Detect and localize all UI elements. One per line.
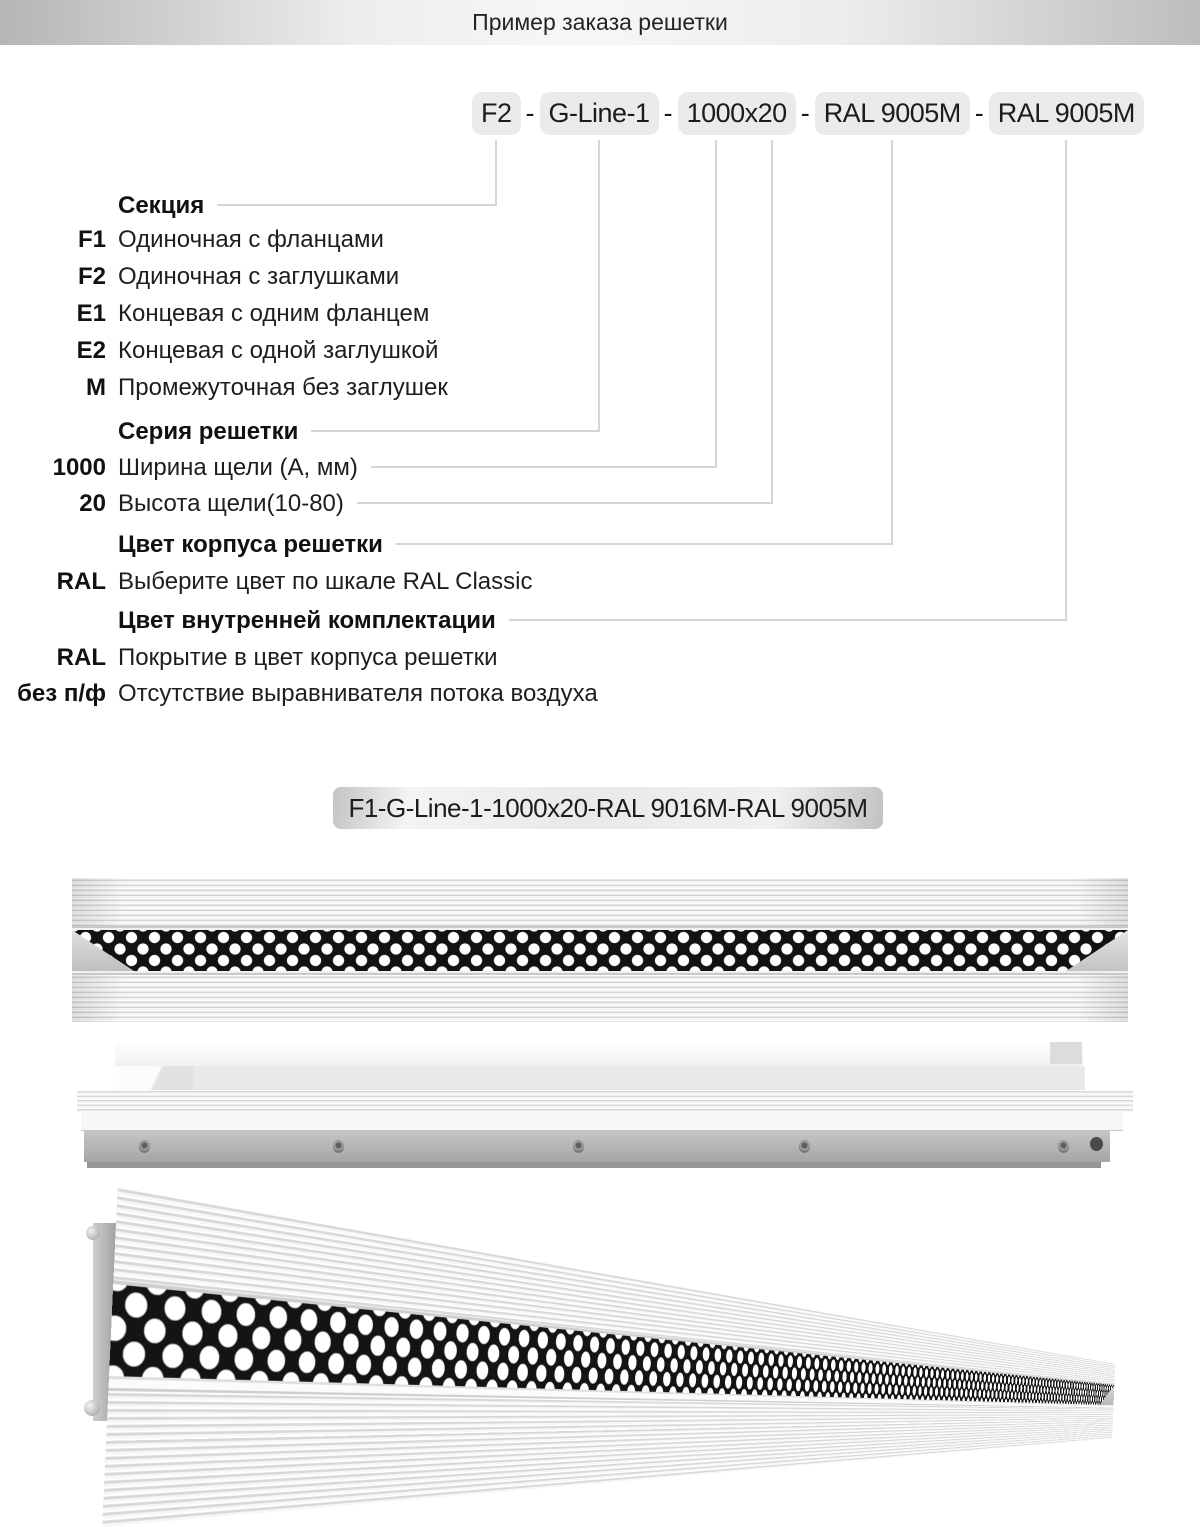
legend-label: Промежуточная без заглушек bbox=[118, 374, 448, 401]
grille-right-end-cap bbox=[1066, 930, 1128, 971]
code-chip-body-color: RAL 9005M bbox=[815, 92, 970, 135]
code-separator: - bbox=[974, 98, 984, 128]
legend-code: M bbox=[86, 374, 106, 401]
legend-row bbox=[0, 225, 1200, 255]
legend-code: 1000 bbox=[52, 454, 106, 481]
legend-row bbox=[0, 489, 1200, 519]
legend-label: Одиночная с фланцами bbox=[118, 226, 384, 253]
legend-row bbox=[0, 567, 1200, 597]
legend-label: Выберите цвет по шкале RAL Classic bbox=[118, 568, 533, 595]
code-separator: - bbox=[663, 98, 673, 128]
code-chip-section: F2 bbox=[472, 92, 521, 135]
grille-bottom-frame bbox=[102, 1388, 1113, 1527]
screw-icon bbox=[573, 1140, 584, 1153]
channel-ridged-flange bbox=[77, 1090, 1133, 1112]
grille-front-view bbox=[72, 878, 1128, 1020]
legend-row bbox=[0, 453, 1200, 483]
code-size-width: 1000 bbox=[686, 98, 745, 128]
legend-label: Одиночная с заглушками bbox=[118, 263, 400, 290]
grille-rear-channel-view bbox=[75, 1040, 1135, 1168]
code-separator: - bbox=[525, 98, 535, 128]
legend-code: 20 bbox=[79, 490, 106, 517]
code-size-height: 20 bbox=[757, 98, 787, 128]
legend-row bbox=[0, 606, 1200, 636]
grille-perspective-view bbox=[102, 1186, 1115, 1524]
channel-corner-edge bbox=[119, 1066, 194, 1090]
cap-screw-icon bbox=[84, 1400, 100, 1416]
legend-row bbox=[0, 417, 1200, 447]
legend-label: Отсутствие выравнивателя потока воздуха bbox=[118, 680, 598, 707]
grille-left-end-cap bbox=[72, 930, 134, 971]
code-chip-size bbox=[678, 92, 796, 135]
code-separator: - bbox=[800, 98, 810, 128]
grille-perforated-insert bbox=[72, 928, 1128, 973]
code-size-x: x bbox=[744, 98, 758, 128]
channel-inner-wall bbox=[119, 1066, 1085, 1090]
legend-code: без п/ф bbox=[17, 680, 106, 707]
legend-code: RAL bbox=[56, 568, 106, 595]
grille-top-frame bbox=[72, 878, 1128, 928]
mounting-hole-icon bbox=[1090, 1137, 1103, 1151]
legend-header-series: Серия решетки bbox=[118, 418, 299, 445]
screw-icon bbox=[333, 1140, 344, 1153]
legend-label: Концевая с одной заглушкой bbox=[118, 337, 439, 364]
screw-icon bbox=[799, 1140, 810, 1153]
grille-bottom-frame bbox=[72, 973, 1128, 1022]
sample-order-code bbox=[333, 787, 883, 829]
legend-row bbox=[0, 643, 1200, 673]
cap-screw-icon bbox=[86, 1226, 100, 1240]
channel-bottom-edge bbox=[87, 1162, 1101, 1168]
legend-header-inner-color: Цвет внутренней комплектации bbox=[118, 607, 496, 634]
screw-icon bbox=[139, 1140, 150, 1153]
legend-code: F2 bbox=[77, 263, 106, 290]
legend-row bbox=[0, 679, 1200, 709]
legend-row bbox=[0, 191, 1200, 221]
legend-row bbox=[0, 530, 1200, 560]
legend-row bbox=[0, 373, 1200, 403]
channel-end-wall bbox=[1050, 1042, 1082, 1064]
legend-row bbox=[0, 262, 1200, 292]
grille-far-end-cap bbox=[1100, 1384, 1115, 1406]
legend-code: E2 bbox=[76, 337, 106, 364]
legend-header-body-color: Цвет корпуса решетки bbox=[118, 531, 383, 558]
legend-label: Ширина щели (А, мм) bbox=[118, 454, 358, 481]
legend-code: RAL bbox=[56, 644, 106, 671]
channel-gray-face bbox=[84, 1130, 1110, 1162]
legend-code: F1 bbox=[77, 226, 106, 253]
page-title: Пример заказа решетки bbox=[472, 9, 728, 35]
legend-label: Покрытие в цвет корпуса решетки bbox=[118, 644, 498, 671]
code-chip-series: G-Line-1 bbox=[540, 92, 659, 135]
legend-header-section: Секция bbox=[118, 192, 205, 219]
order-code bbox=[472, 92, 1144, 135]
legend-label: Концевая с одним фланцем bbox=[118, 300, 430, 327]
sample-order-code-text: F1-G-Line-1-1000x20-RAL 9016M-RAL 9005M bbox=[348, 792, 868, 823]
page-header-bar bbox=[0, 0, 1200, 45]
screw-icon bbox=[1058, 1140, 1069, 1153]
legend-row bbox=[0, 336, 1200, 366]
legend-row bbox=[0, 299, 1200, 329]
code-chip-inner-color: RAL 9005M bbox=[989, 92, 1144, 135]
channel-top-plane bbox=[115, 1040, 1083, 1066]
channel-white-band bbox=[81, 1112, 1123, 1131]
legend-code: E1 bbox=[76, 300, 106, 327]
legend-label: Высота щели(10-80) bbox=[118, 490, 344, 517]
